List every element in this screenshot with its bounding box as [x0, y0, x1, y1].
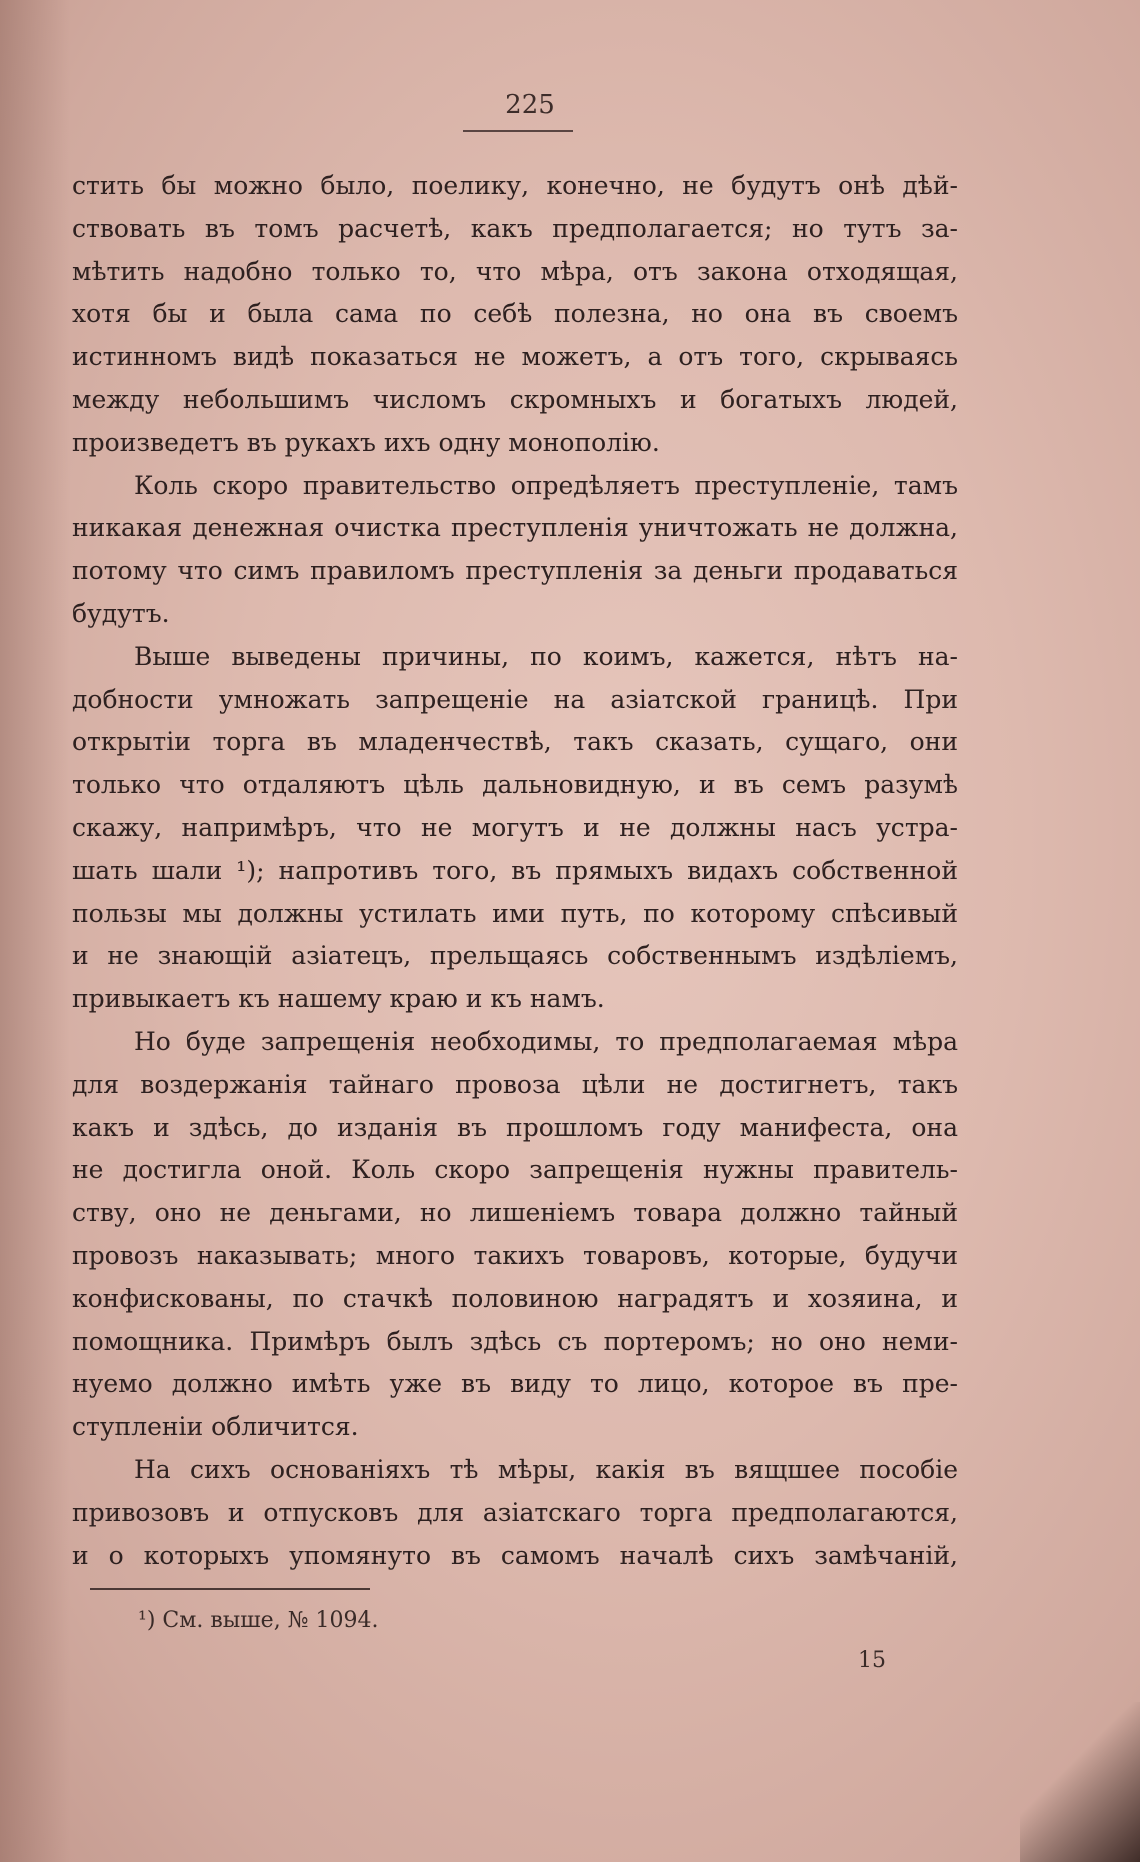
text-line: пользы мы должны устилать ими путь, по которому спѣсивый	[72, 898, 958, 928]
text-line: ступленіи обличится.	[72, 1412, 359, 1442]
text-line: истинномъ видѣ показаться не можетъ, а отъ того, скрываясь	[72, 342, 958, 372]
text-line: ствовать въ томъ расчетѣ, какъ предполагается; но тутъ за-	[72, 213, 958, 243]
text-line: привыкаетъ къ нашему краю и къ намъ.	[72, 984, 605, 1014]
text-line: нуемо должно имѣть уже въ виду то лицо, которое въ пре-	[72, 1369, 958, 1399]
page-corner-shadow	[1020, 1702, 1140, 1862]
text-line: произведетъ въ рукахъ ихъ одну монополію.	[72, 427, 660, 457]
text-line: Коль скоро правительство опредѣляетъ преступленіе, тамъ	[134, 470, 958, 500]
text-line: помощника. Примѣръ былъ здѣсь съ портеромъ; но оно неми-	[72, 1326, 958, 1356]
page-gutter-shadow	[0, 0, 70, 1862]
text-line: и о которыхъ упомянуто въ самомъ началѣ сихъ замѣчаній,	[72, 1540, 958, 1570]
text-line: конфискованы, по стачкѣ половиною наградятъ и хозяина, и	[72, 1283, 958, 1313]
text-line: мѣтить надобно только то, что мѣра, отъ закона отходящая,	[72, 256, 958, 286]
text-line: стить бы можно было, поелику, конечно, не будутъ онѣ дѣй-	[72, 171, 958, 200]
text-line: хотя бы и была сама по себѣ полезна, но она въ своемъ	[72, 299, 958, 329]
text-line: шать шали ¹); напротивъ того, въ прямыхъ видахъ собственной	[72, 855, 958, 885]
text-line: привозовъ и отпусковъ для азіатскаго торга предполагаются,	[72, 1497, 958, 1527]
text-line: открытіи торга въ младенчествѣ, такъ сказать, сущаго, они	[72, 727, 958, 757]
text-line: и не знающій азіатецъ, прельщаясь собственнымъ издѣліемъ,	[72, 941, 958, 971]
text-line: Но буде запрещенія необходимы, то предполагаемая мѣра	[134, 1026, 958, 1056]
body-text	[72, 165, 958, 1577]
text-line: для воздержанія тайнаго провоза цѣли не достигнетъ, такъ	[72, 1069, 958, 1099]
text-line: между небольшимъ числомъ скромныхъ и богатыхъ людей,	[72, 384, 958, 414]
header-rule	[463, 130, 573, 132]
text-line: Выше выведены причины, по коимъ, кажется, нѣтъ на-	[134, 641, 958, 671]
text-line: На сихъ основаніяхъ тѣ мѣры, какія въ вящшее пособіе	[134, 1454, 958, 1484]
text-line: только что отдаляютъ цѣль дальновидную, и въ семъ разумѣ	[72, 770, 958, 800]
text-line: ству, оно не деньгами, но лишеніемъ товара должно тайный	[72, 1198, 958, 1228]
page-number: 225	[505, 90, 555, 120]
text-line: потому что симъ правиломъ преступленія за деньги продаваться	[72, 556, 958, 586]
text-line: не достигла оной. Коль скоро запрещенія нужны правитель-	[72, 1155, 958, 1185]
text-line: добности умножать запрещеніе на азіатской границѣ. При	[72, 684, 958, 714]
footnote: ¹) См. выше, № 1094.	[138, 1608, 379, 1633]
text-line: провозъ наказывать; много такихъ товаровъ, которые, будучи	[72, 1240, 958, 1270]
text-line: будутъ.	[72, 598, 170, 628]
text-line: никакая денежная очистка преступленія уничтожать не должна,	[72, 513, 958, 543]
text-line: какъ и здѣсь, до изданія въ прошломъ году манифеста, она	[72, 1112, 958, 1142]
signature-mark: 15	[858, 1648, 886, 1673]
text-line: скажу, напримѣръ, что не могутъ и не должны насъ устра-	[72, 812, 958, 842]
footnote-rule	[90, 1588, 370, 1590]
